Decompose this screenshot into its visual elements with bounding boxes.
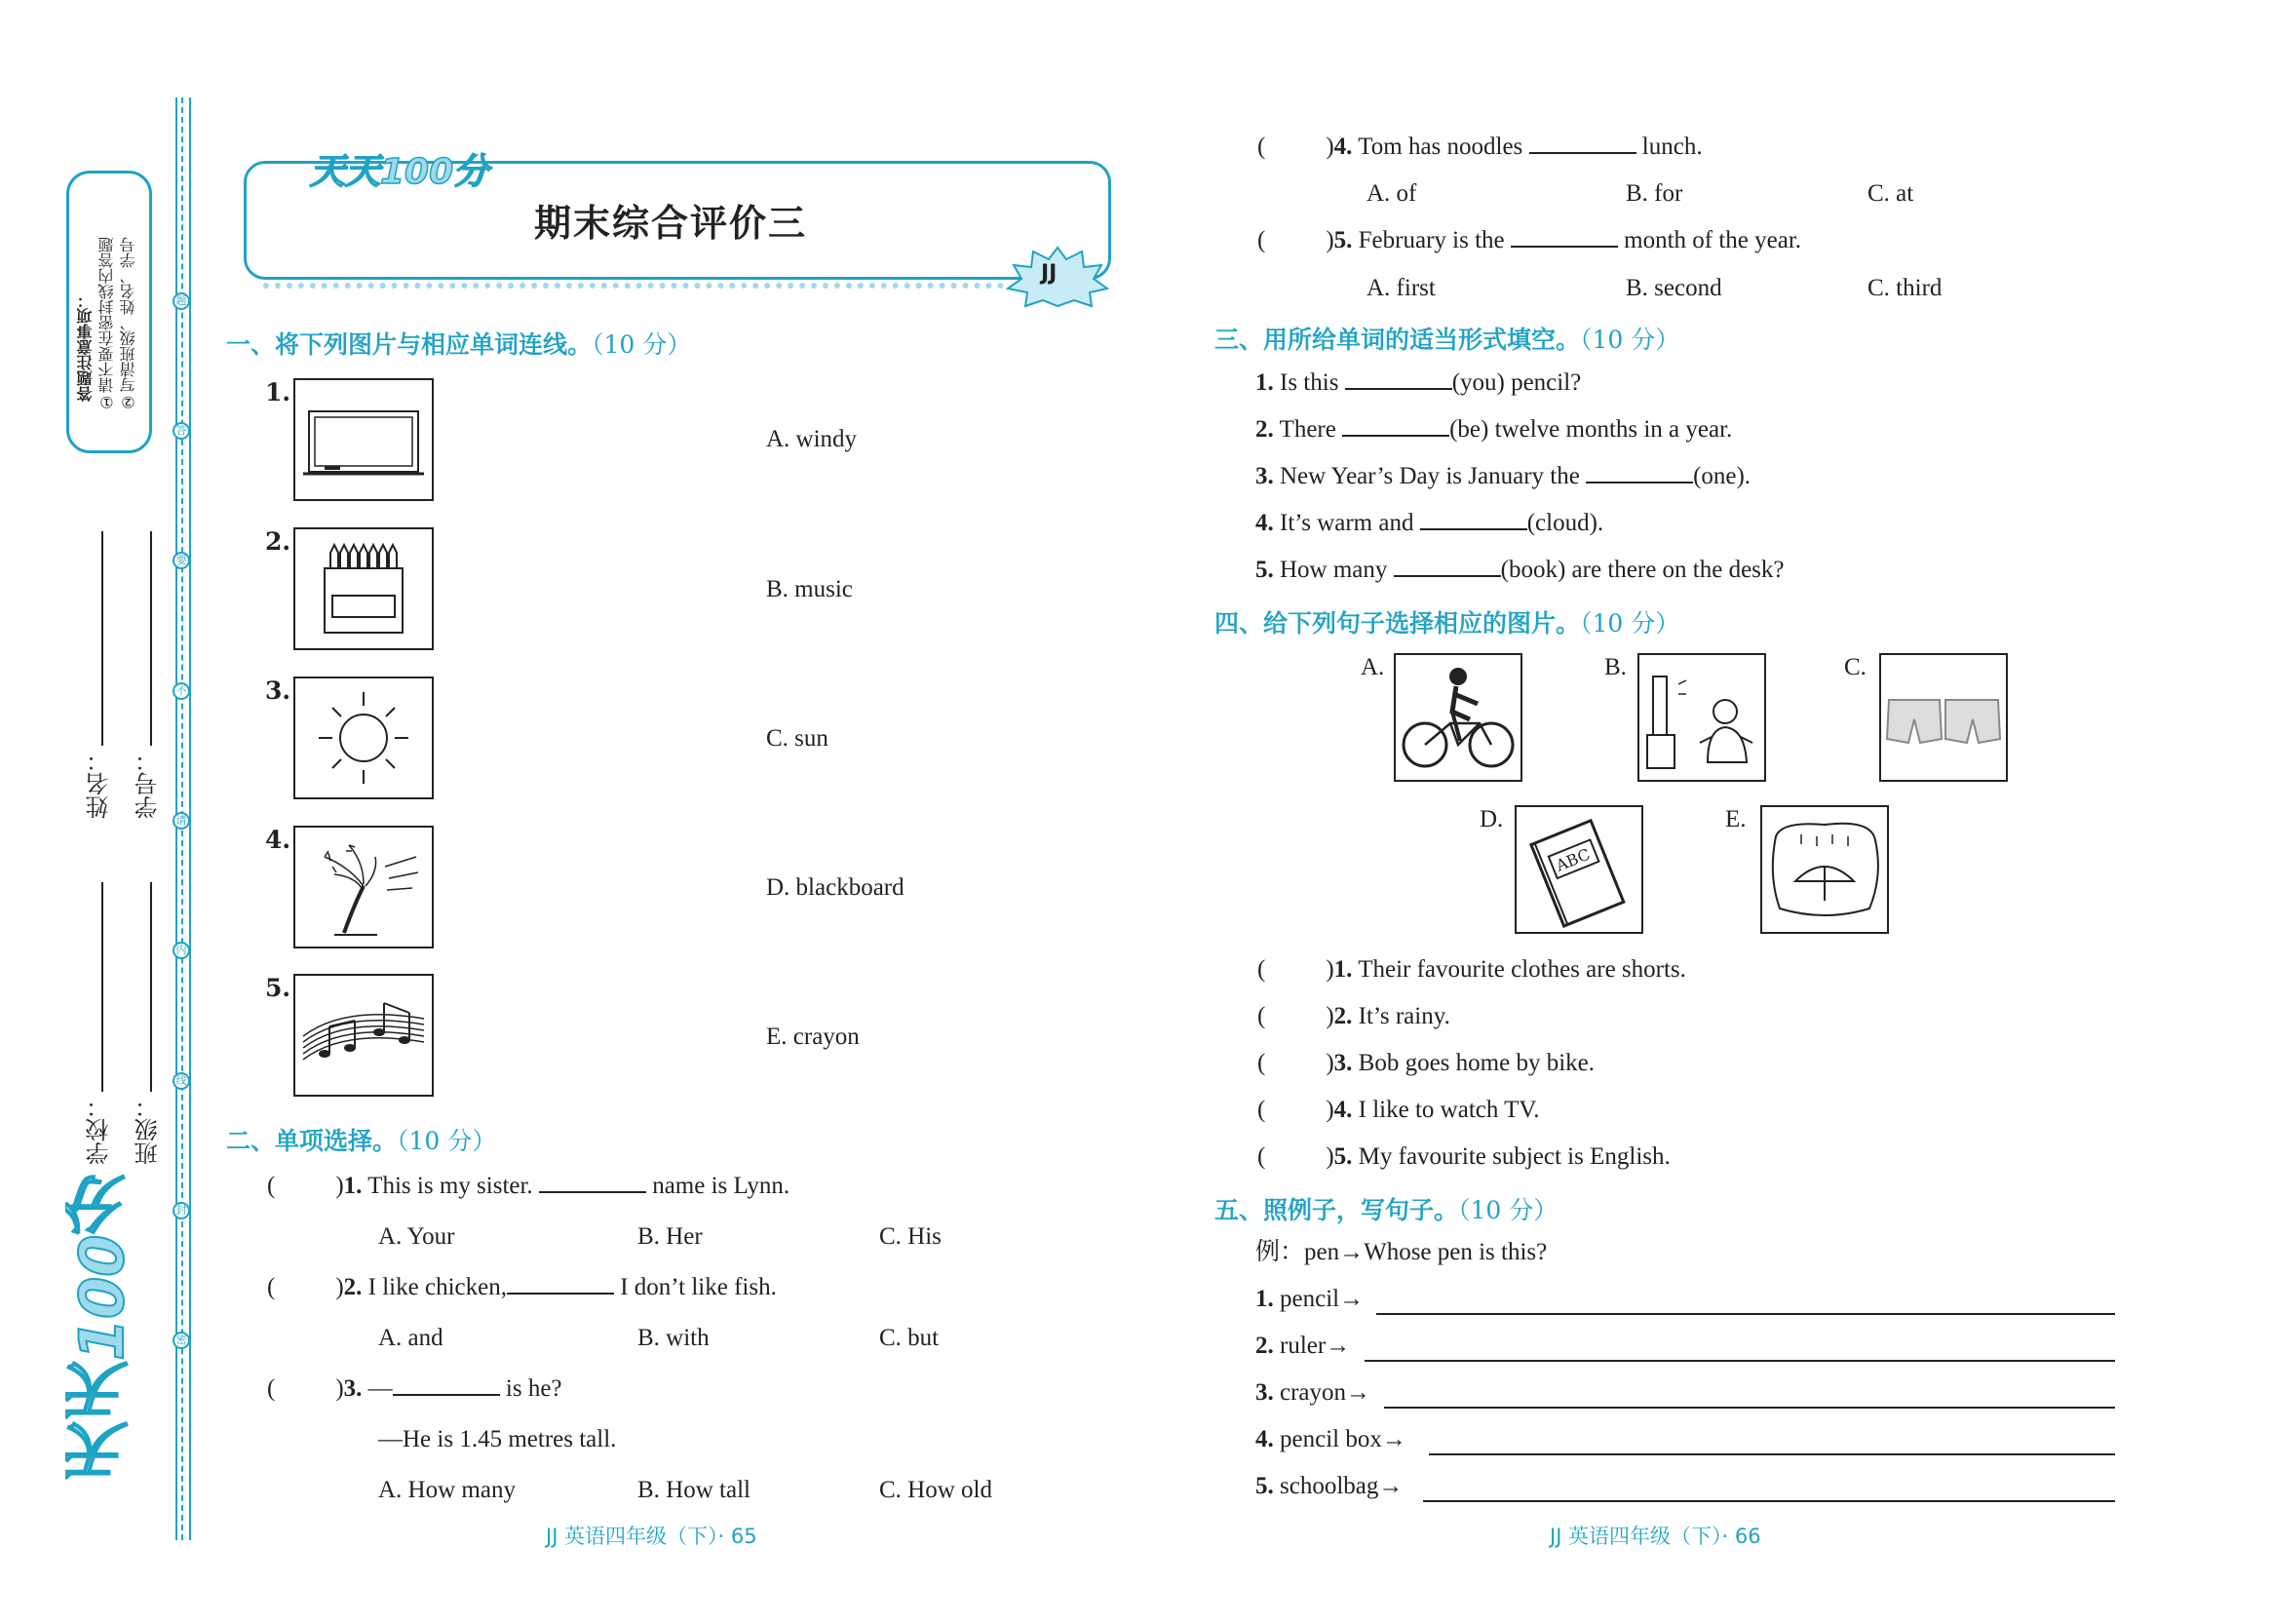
pic-label-a: A. [1361,654,1385,680]
pc2-number: 2. [1333,1003,1353,1029]
pc1-paren-close: ) [1326,956,1334,983]
pic-choice-4 [1257,1096,1540,1125]
choice-q5 [1257,226,1801,255]
pc3-text: Bob goes home by bike. [1358,1050,1595,1076]
watching-tv-picture [1637,653,1766,782]
q3-option-a: A. How many [378,1477,516,1503]
section4-title-text: 四、给下列句子选择相应的图片。 [1214,609,1581,638]
choice-q3 [267,1374,562,1404]
abc-book-icon [1517,807,1641,932]
q5-text-pre: February is the [1358,227,1505,253]
seal-char-6: 内 [173,942,190,959]
q1-paren-close: ) [335,1173,344,1199]
notice-title: 答题注意事项： [76,292,95,402]
abc-book-picture [1515,805,1643,934]
q1-option-b: B. Her [637,1223,703,1250]
brand-logo-vertical: 天天100分 [66,1174,137,1482]
q3-paren-open: ( [267,1375,276,1402]
badge-label: JJ [1041,261,1058,286]
q3-blank[interactable] [393,1374,500,1396]
fill-2-post: (be) twelve months in a year. [1449,416,1733,443]
s2-text: ruler→ [1280,1333,1351,1359]
seal-char-5: 请 [173,812,190,830]
pc3-paren-close: ) [1326,1050,1334,1076]
pc3-number: 3. [1333,1050,1353,1076]
q5-option-a: A. first [1366,275,1436,301]
q5-paren-open: ( [1257,227,1266,253]
s4-text: pencil box→ [1280,1426,1406,1452]
sun-icon [295,678,432,797]
section3-points: （10 分） [1580,326,1680,354]
s5-number: 5. [1255,1473,1274,1499]
footer-right: JJ 英语四年级（下）· 66 [1550,1525,1761,1548]
header-logo: 天天100分 [310,152,489,192]
q4-text-pre: Tom has noodles [1358,134,1523,160]
choice-q1 [267,1172,789,1201]
watching-tv-icon [1639,655,1764,780]
section3-title-text: 三、用所给单词的适当形式填空。 [1214,326,1581,354]
seal-char-3: 要 [173,552,190,569]
s5-text: schoolbag→ [1280,1473,1404,1499]
q4-paren-close: ) [1326,134,1334,160]
q2-number: 2. [343,1274,363,1300]
fill-4-pre: It’s warm and [1280,510,1414,536]
match-item-4-num: 4. [265,826,291,854]
fill-4-blank[interactable] [1420,509,1527,530]
notice-item-1: ①请不要在密封线内答题 [97,237,116,411]
s3-text: crayon→ [1280,1379,1371,1406]
page-title: 期末综合评价三 [534,202,808,245]
id-label: 学号： [135,749,162,819]
match-word-a: A. windy [766,426,858,452]
match-item-1-num: 1. [265,378,291,406]
section2-title-text: 二、单项选择。 [226,1127,398,1155]
pc4-text: I like to watch TV. [1358,1097,1540,1123]
q4-paren-open: ( [1257,134,1266,160]
s1-text: pencil→ [1280,1286,1365,1312]
sentence-item-3 [1255,1378,1370,1408]
school-line [101,882,103,1092]
fill-item-1 [1255,368,1581,398]
q3-text-pre: — [367,1375,393,1402]
q1-paren-open: ( [267,1173,276,1199]
q1-number: 1. [343,1173,363,1199]
svg-text:ABC: ABC [1553,844,1593,875]
school-label: 学校： [86,1095,113,1165]
q1-text-post: name is Lynn. [652,1173,790,1199]
q4-text-post: lunch. [1641,134,1703,160]
sentence-answer-line-4[interactable] [1429,1453,2115,1455]
fill-1-pre: Is this [1280,369,1339,396]
class-line [150,882,152,1092]
pc3-paren-open: ( [1257,1050,1266,1076]
fill-5-number: 5. [1255,557,1274,583]
q4-option-b: B. for [1626,180,1683,207]
pc2-text: It’s rainy. [1358,1003,1450,1029]
pc2-paren-open: ( [1257,1003,1266,1029]
fill-item-3 [1255,462,1751,491]
seal-char-2: 答 [173,422,190,440]
q5-blank[interactable] [1511,226,1618,248]
fill-5-post: (book) are there on the desk? [1500,557,1785,583]
seal-char-1: 题 [173,292,190,310]
bike-rider-icon [1396,655,1520,780]
pc5-paren-open: ( [1257,1143,1266,1170]
match-item-2-num: 2. [265,527,291,556]
fill-4-post: (cloud). [1526,510,1604,536]
fill-3-post: (one). [1693,463,1751,489]
section5-title-text: 五、照例子，写句子。 [1214,1196,1459,1224]
match-item-3-num: 3. [265,677,291,705]
q3-option-c: C. How old [879,1477,992,1503]
s1-number: 1. [1255,1286,1274,1312]
pic-choice-2 [1257,1002,1450,1031]
q4-option-a: A. of [1366,180,1417,207]
windy-tree-icon [295,828,432,947]
music-notes-icon [295,976,432,1095]
q1-text-pre: This is my sister. [367,1173,533,1199]
notice-item-2: ②写清班级、姓名、学号 [119,237,137,411]
q4-number: 4. [1333,134,1353,160]
pc5-text: My favourite subject is English. [1358,1143,1671,1170]
pc4-paren-open: ( [1257,1097,1266,1123]
pc1-number: 1. [1333,956,1353,983]
seal-char-4: 不 [173,682,190,700]
q2-option-b: B. with [637,1325,710,1351]
fill-1-blank[interactable] [1345,368,1452,390]
q5-number: 5. [1333,227,1353,253]
music-notes-picture [293,974,434,1097]
sentence-example: 例：pen→Whose pen is this? [1255,1239,1548,1265]
fill-1-number: 1. [1255,369,1274,396]
sentence-item-5 [1255,1472,1403,1501]
fill-5-blank[interactable] [1394,556,1501,577]
section2-points: （10 分） [397,1127,497,1155]
seal-char-9: 密 [173,1332,190,1349]
pic-label-d: D. [1480,806,1504,832]
shorts-icon [1881,655,2006,780]
fill-2-blank[interactable] [1342,415,1449,437]
q3-paren-close: ) [335,1375,344,1402]
class-label: 班级： [135,1095,162,1165]
s2-number: 2. [1255,1333,1274,1359]
q5-text-post: month of the year. [1624,227,1802,253]
section2-title [226,1122,496,1157]
section3-title [1214,321,1679,356]
choice-q4 [1257,133,1703,162]
rain-umbrella-icon [1762,807,1887,932]
fill-item-4 [1255,509,1603,538]
pc1-paren-open: ( [1257,956,1266,983]
sentence-answer-line-3[interactable] [1384,1407,2115,1409]
q3-number: 3. [343,1375,363,1402]
badge-star-icon [1004,246,1111,308]
pc5-paren-close: ) [1326,1143,1334,1170]
match-word-d: D. blackboard [766,874,905,901]
name-line [101,531,103,746]
q5-paren-close: ) [1326,227,1334,253]
shorts-picture [1879,653,2008,782]
pic-choice-3 [1257,1049,1595,1078]
q2-paren-close: ) [335,1274,344,1300]
blackboard-icon [295,380,432,499]
seal-char-8: 封 [173,1202,190,1219]
q2-text-pre: I like chicken, [367,1274,507,1300]
sentence-item-1 [1255,1285,1364,1314]
pic-label-e: E. [1725,806,1747,832]
q1-blank[interactable] [539,1172,646,1193]
pc1-text: Their favourite clothes are shorts. [1358,956,1686,983]
pic-choice-5 [1257,1142,1671,1172]
sentence-item-4 [1255,1425,1406,1454]
rain-umbrella-picture [1760,805,1889,934]
choice-q2 [267,1273,777,1302]
fill-2-number: 2. [1255,416,1274,443]
pic-label-c: C. [1844,654,1867,680]
sentence-answer-line-5[interactable] [1423,1500,2115,1502]
s4-number: 4. [1255,1426,1274,1452]
q3-option-b: B. How tall [637,1477,751,1503]
sentence-answer-line-1[interactable] [1376,1313,2115,1315]
q5-option-b: B. second [1626,275,1722,301]
sentence-answer-line-2[interactable] [1365,1360,2115,1362]
q4-option-c: C. at [1867,180,1914,207]
fill-item-2 [1255,415,1732,445]
fill-3-pre: New Year’s Day is January the [1280,463,1580,489]
pc5-number: 5. [1333,1143,1353,1170]
section1-title-text: 一、将下列图片与相应单词连线。 [226,330,593,359]
seal-char-7: 线 [173,1072,190,1090]
pc4-number: 4. [1333,1097,1353,1123]
q3-text-post: is he? [505,1375,562,1402]
id-line [150,531,152,746]
section5-points: （10 分） [1458,1196,1559,1224]
name-label: 姓名： [86,749,113,819]
title-banner-dots [263,283,1004,289]
match-word-b: B. music [766,576,853,602]
fill-3-number: 3. [1255,463,1274,489]
section4-title [1214,604,1679,639]
bike-rider-picture [1394,653,1522,782]
section5-title [1214,1191,1558,1226]
q5-option-c: C. third [1867,275,1943,301]
fill-4-number: 4. [1255,510,1274,536]
q4-blank[interactable] [1529,133,1636,154]
fill-item-5 [1255,556,1785,585]
binding-margin [0,0,195,1624]
q2-option-c: C. but [879,1325,940,1351]
crayon-box-picture [293,527,434,650]
blackboard-picture [293,378,434,501]
fill-1-post: (you) pencil? [1451,369,1582,396]
q2-text-post: I don’t like fish. [620,1274,777,1300]
match-word-e: E. crayon [766,1024,860,1050]
match-item-5-num: 5. [265,974,291,1002]
crayon-box-icon [295,529,432,648]
pc2-paren-close: ) [1326,1003,1334,1029]
match-word-c: C. sun [766,725,828,752]
q3-line2: —He is 1.45 metres tall. [378,1426,617,1452]
fill-2-pre: There [1279,416,1336,443]
section1-title [226,326,691,361]
q2-paren-open: ( [267,1274,276,1300]
sentence-item-2 [1255,1332,1350,1361]
sun-picture [293,677,434,799]
section4-points: （10 分） [1580,609,1680,638]
s3-number: 3. [1255,1379,1274,1406]
pic-label-b: B. [1604,654,1627,680]
footer-left: JJ 英语四年级（下）· 65 [546,1525,757,1548]
q1-option-a: A. Your [378,1223,455,1250]
windy-tree-picture [293,826,434,948]
q2-blank[interactable] [507,1273,614,1295]
fill-3-blank[interactable] [1586,462,1693,483]
q1-option-c: C. His [879,1223,942,1250]
q2-option-a: A. and [378,1325,443,1351]
pic-choice-1 [1257,955,1686,985]
section1-points: （10 分） [592,330,692,359]
pc4-paren-close: ) [1326,1097,1334,1123]
fill-5-pre: How many [1280,557,1388,583]
